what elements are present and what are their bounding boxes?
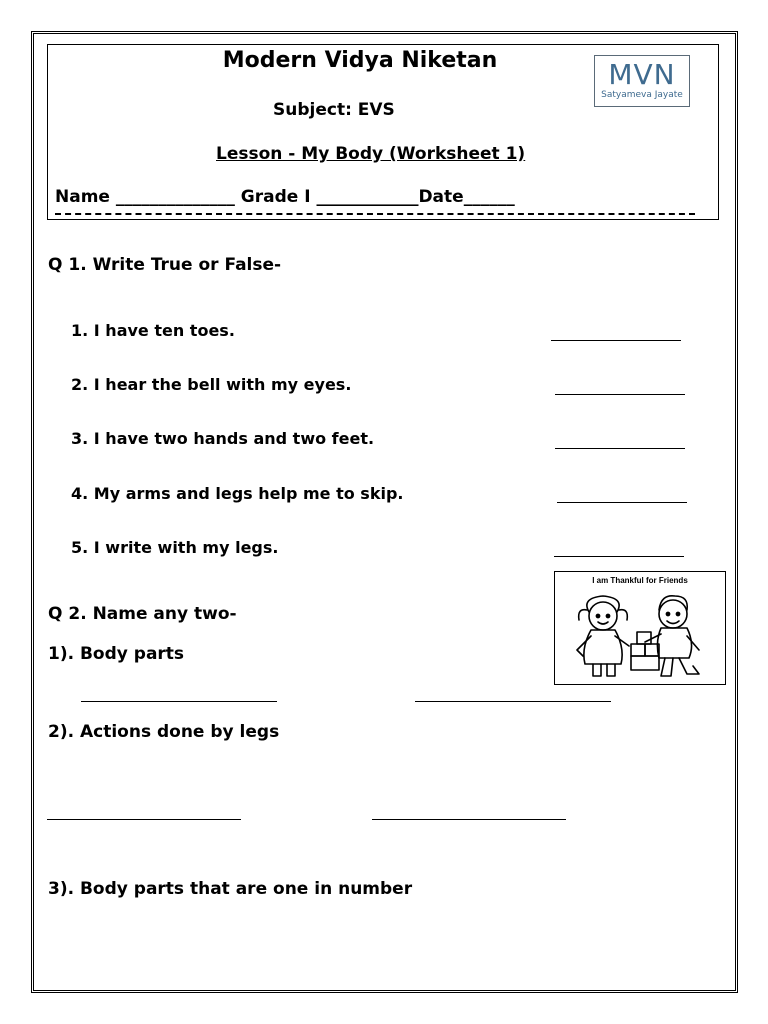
logo-motto: Satyameva Jayate: [601, 90, 683, 100]
logo-text: MVN: [608, 58, 676, 91]
name-grade-date-line: Name ______________ Grade I ____________Date______: [55, 187, 515, 207]
q1-answer-blank-3[interactable]: [555, 448, 685, 449]
q1-item-4: 4. My arms and legs help me to skip.: [71, 484, 404, 503]
picture-caption: I am Thankful for Friends: [592, 576, 688, 585]
school-logo-icon: [594, 55, 690, 107]
q1-answer-blank-5[interactable]: [554, 556, 684, 557]
header-dashed-rule: [55, 213, 695, 215]
q1-answer-blank-2[interactable]: [555, 394, 685, 395]
q1-item-2: 2. I hear the bell with my eyes.: [71, 375, 352, 394]
q1-item-1: 1. I have ten toes.: [71, 321, 235, 340]
q2-part-2: 2). Actions done by legs: [48, 722, 280, 742]
q2-part-1-blank-a[interactable]: [81, 701, 277, 702]
q1-title: Q 1. Write True or False-: [48, 255, 282, 275]
q1-answer-blank-1[interactable]: [551, 340, 681, 341]
friends-picture: [554, 571, 726, 685]
q1-item-3: 3. I have two hands and two feet.: [71, 429, 375, 448]
school-name: Modern Vidya Niketan: [222, 48, 498, 73]
q1-answer-blank-4[interactable]: [557, 502, 687, 503]
q2-part-2-blank-b[interactable]: [372, 819, 566, 820]
q2-part-2-blank-a[interactable]: [47, 819, 241, 820]
q2-part-1: 1). Body parts: [48, 644, 185, 664]
q2-part-3: 3). Body parts that are one in number: [48, 879, 413, 899]
children-illustration-icon: [561, 588, 721, 682]
q2-part-1-blank-b[interactable]: [415, 701, 611, 702]
q2-title: Q 2. Name any two-: [48, 604, 237, 624]
lesson-title: Lesson - My Body (Worksheet 1): [216, 144, 526, 164]
q1-item-5: 5. I write with my legs.: [71, 538, 279, 557]
subject-label: Subject: EVS: [273, 100, 395, 120]
